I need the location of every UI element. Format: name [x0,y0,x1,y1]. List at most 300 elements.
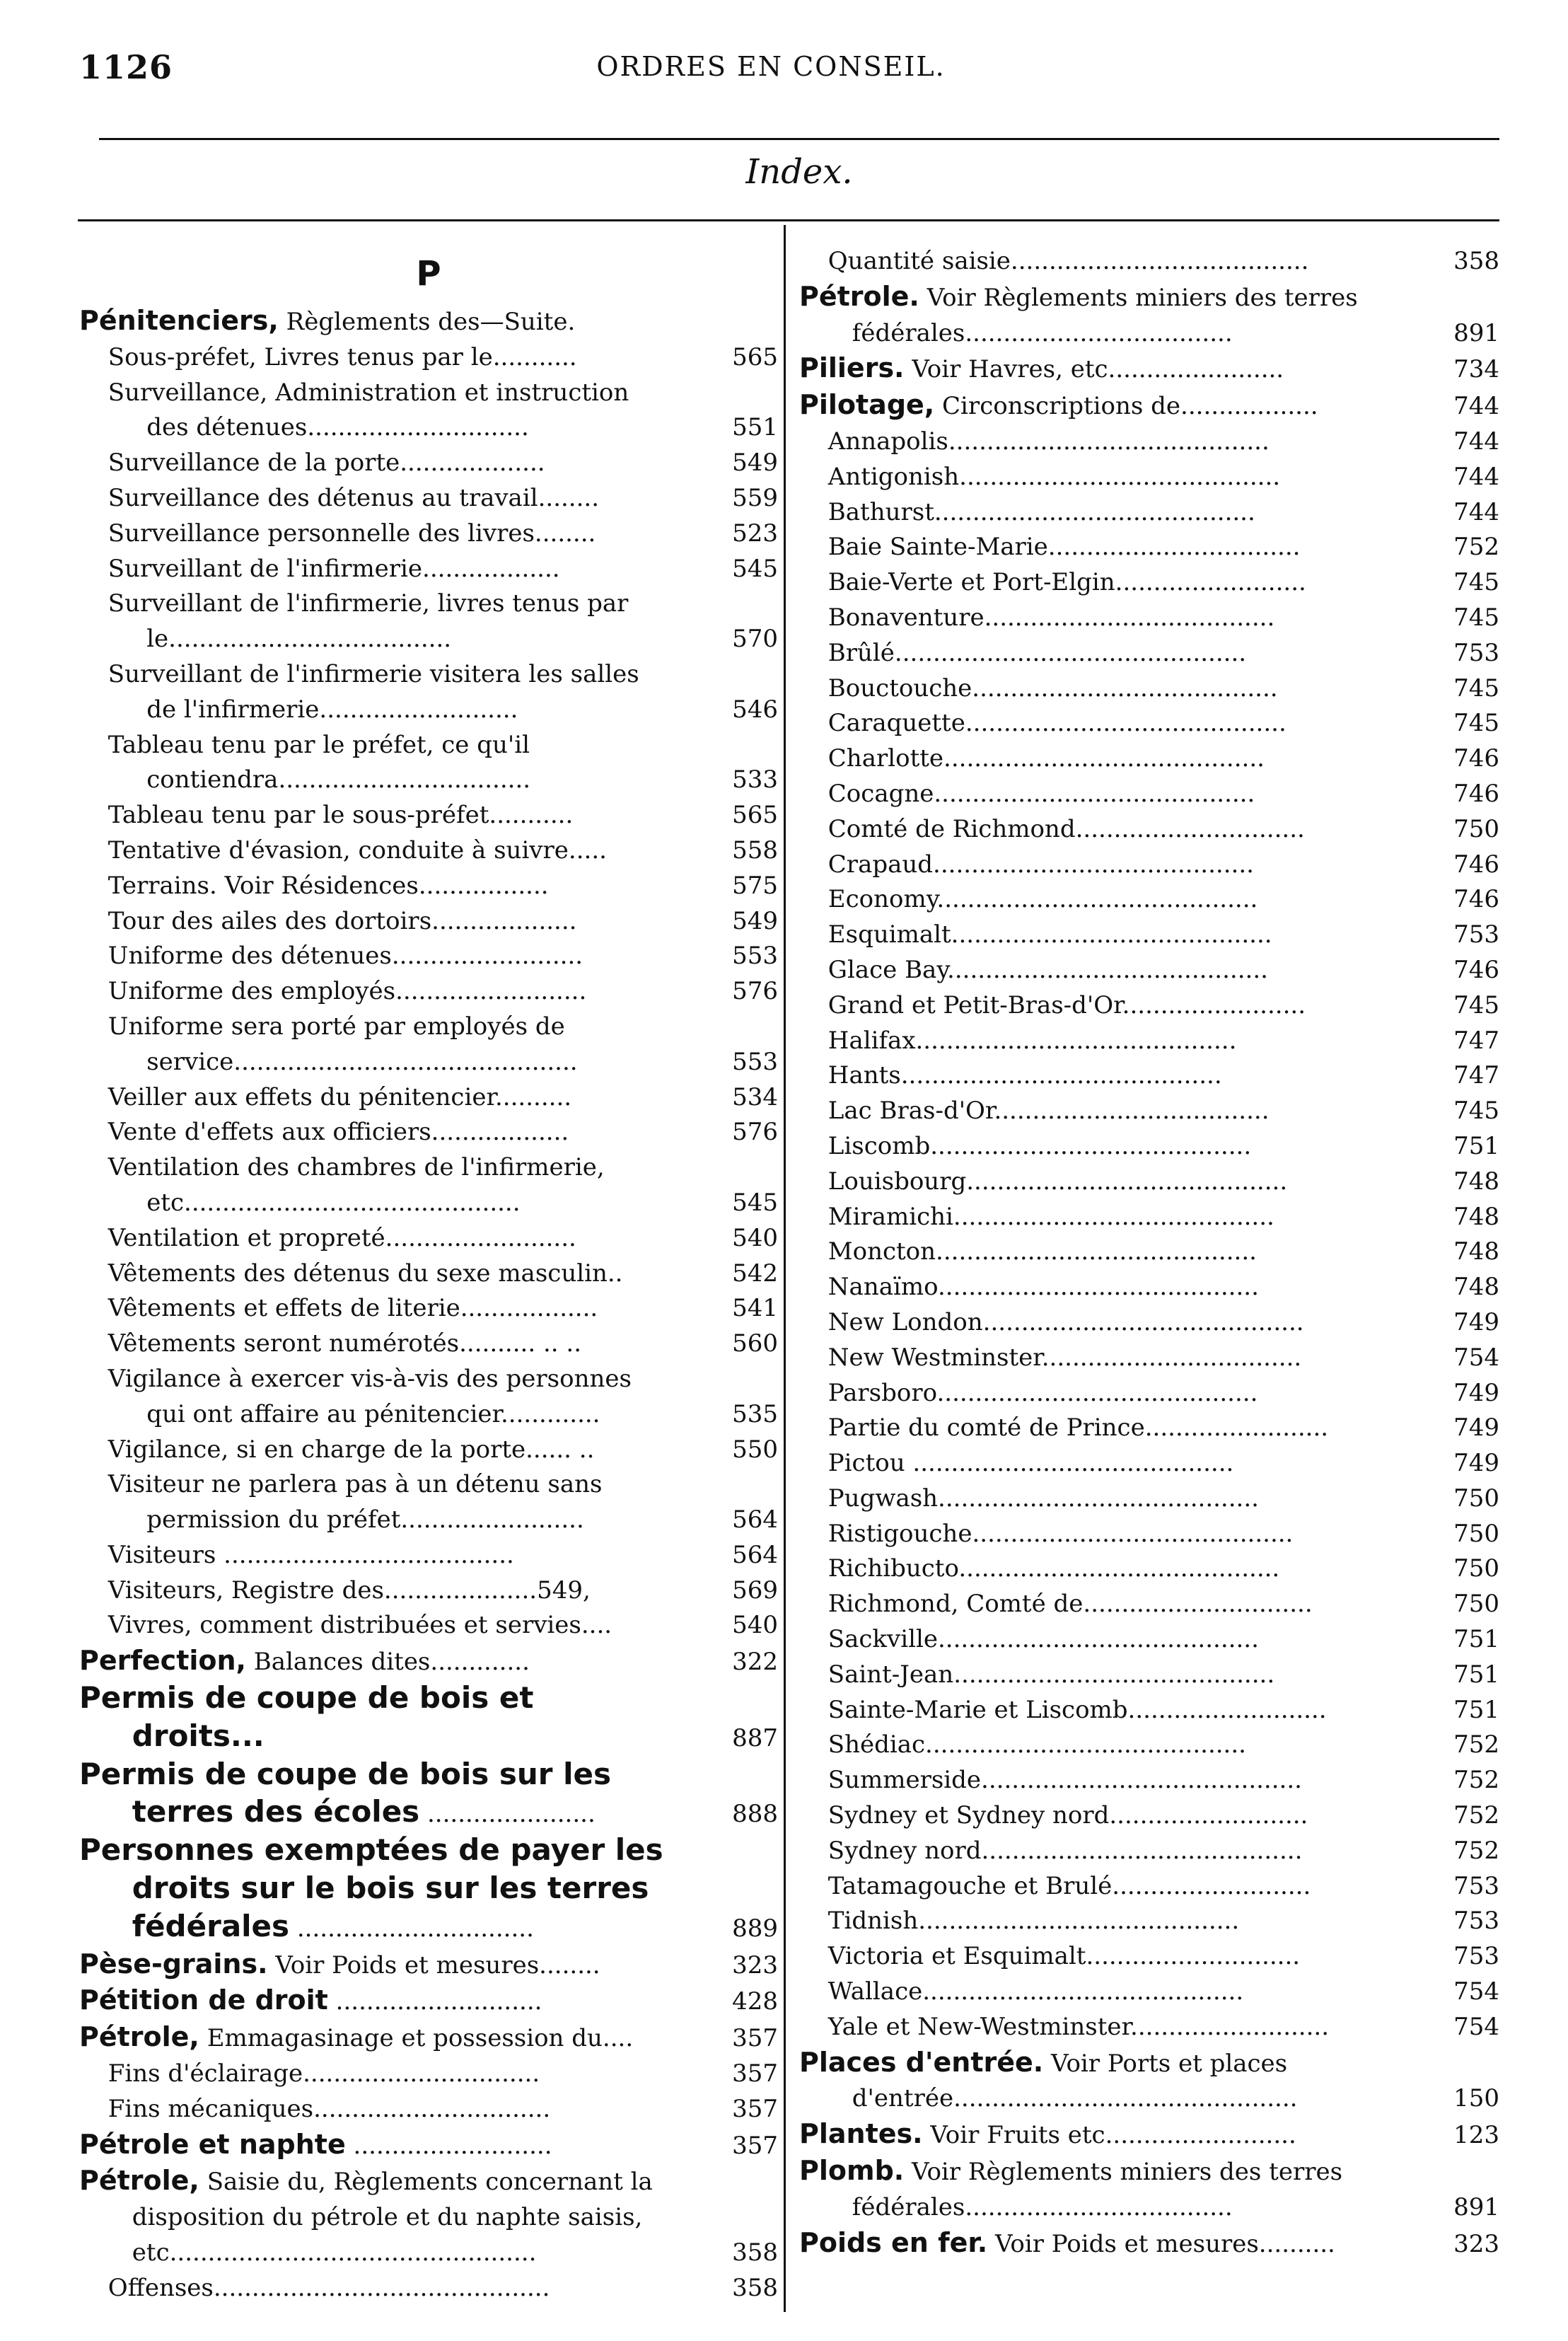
entry-page-number: 750 [1453,1554,1499,1583]
entry-heading: Pénitenciers, [79,305,279,336]
index-sub-entry [799,424,1499,460]
entry-body: Pugwash.......................................... [827,1484,1259,1513]
entry-text [79,2271,778,2306]
entry-body: Tableau tenu par le préfet, ce qu'il contiendra................................. [108,730,531,794]
left-entry-list [79,304,778,2306]
entry-page-number: 542 [732,1259,778,1288]
entry-text [799,1305,1499,1341]
entry-body: Vigilance à exercer vis-à-vis des personnes qui ont affaire au pénitencier............. [108,1364,632,1428]
entry-text [799,2226,1499,2262]
entry-text [799,2010,1499,2045]
entry-text [799,351,1499,388]
entry-page-number: 753 [1453,920,1499,949]
entry-page-number: 753 [1453,1871,1499,1900]
entry-body: Saint-Jean.......................................... [827,1660,1275,1689]
entry-body: Charlotte.......................................... [827,744,1265,773]
entry-page-number: 549 [732,449,778,478]
entry-text [79,833,778,869]
entry-text [799,1622,1499,1658]
entry-text [79,1680,778,1757]
entry-text [799,706,1499,741]
entry-page-number: 540 [732,1611,778,1640]
index-sub-entry [799,1869,1499,1904]
index-sub-entry [799,918,1499,953]
entry-body: Voir Fruits etc......................... [930,2121,1296,2150]
index-sub-entry [79,939,778,974]
entry-text [799,601,1499,636]
entry-text [799,2045,1499,2117]
entry-page-number: 751 [1453,1695,1499,1724]
entry-text [799,495,1499,531]
entry-text [79,481,778,516]
index-sub-entry [799,1376,1499,1411]
entry-heading: Pétrole, [79,2021,199,2053]
entry-page-number: 747 [1453,1061,1499,1090]
entry-body: Surveillance de la porte................... [108,449,545,478]
entry-body: Surveillance personnelle des livres........ [108,519,596,548]
index-sub-entry [799,1904,1499,1939]
index-sub-entry [799,1058,1499,1094]
running-head [42,48,1499,105]
entry-page-number: 744 [1453,497,1499,526]
index-sub-entry [799,1164,1499,1200]
entry-body: Brûlé.............................................. [827,638,1247,667]
entry-page-number: 746 [1453,779,1499,808]
entry-page-number: 323 [732,1950,778,1979]
index-sub-entry [799,706,1499,741]
entry-text [79,728,778,799]
entry-text [799,918,1499,953]
entry-body: Vivres, comment distribuées et servies.... [108,1611,612,1640]
index-sub-entry [799,1235,1499,1270]
entry-page-number: 750 [1453,1484,1499,1513]
index-sub-entry [79,869,778,904]
entry-page-number: 323 [1453,2229,1499,2258]
entry-page-number: 559 [732,483,778,512]
entry-text [799,1728,1499,1763]
entry-body: ...................... [427,1800,596,1829]
index-sub-entry [799,1587,1499,1622]
entry-body: New Westminster.................................. [827,1343,1302,1372]
entry-text [79,2092,778,2127]
entry-body: Surveillance, Administration et instruction des détenues............................. [108,378,629,442]
entry-text [799,1446,1499,1481]
entry-page-number: 734 [1453,355,1499,384]
index-letter: P [416,254,441,294]
entry-body: Vêtements des détenus du sexe masculin.. [108,1259,623,1288]
index-sub-entry [79,1433,778,1468]
entry-page-number: 889 [732,1914,778,1943]
entry-body: Ventilation des chambres de l'infirmerie, etc............................................ [108,1153,605,1217]
entry-page-number: 545 [732,1188,778,1217]
index-sub-entry [799,1693,1499,1728]
entry-body: New London.......................................... [827,1307,1304,1336]
entry-page-number: 357 [732,2059,778,2088]
entry-body: Richmond, Comté de.............................. [827,1590,1313,1619]
entry-body: Lac Bras-d'Or.................................... [827,1097,1270,1126]
entry-body: Tentative d'évasion, conduite à suivre..... [108,836,607,865]
index-sub-entry [79,1150,778,1221]
entry-text [79,974,778,1010]
index-sub-entry [799,460,1499,495]
index-sub-entry [79,586,778,657]
entry-text [799,244,1499,279]
index-sub-entry [79,1115,778,1150]
right-column [799,244,1499,2262]
entry-text [799,882,1499,918]
index-sub-entry [799,1200,1499,1235]
index-sub-entry [799,1622,1499,1658]
entry-body: Hants.......................................... [827,1061,1222,1090]
entry-text [79,2163,778,2270]
entry-heading: Piliers. [799,352,905,384]
top-rule [99,138,1499,140]
entry-text [79,586,778,657]
index-sub-entry [799,1763,1499,1798]
entry-page-number: 752 [1453,1836,1499,1865]
index-sub-entry [799,741,1499,777]
entry-body: Sydney et Sydney nord.......................... [827,1801,1308,1830]
entry-text [79,869,778,904]
index-sub-entry [79,1467,778,1538]
entry-body: Visiteur ne parlera pas à un détenu sans permission du préfet........................ [108,1470,603,1534]
entry-text [799,1834,1499,1869]
entry-text [79,1221,778,1256]
index-sub-entry [79,1080,778,1116]
index-sub-entry [799,1728,1499,1763]
entry-body: Voir Règlements miniers des terres fédérales................................... [852,2158,1343,2221]
index-sub-entry [79,2092,778,2127]
entry-heading: Pétrole et naphte [79,2128,346,2160]
entry-page-number: 749 [1453,1414,1499,1443]
entry-text [79,1256,778,1292]
entry-text [79,1433,778,1468]
entry-page-number: 357 [732,2024,778,2053]
entry-page-number: 754 [1453,1343,1499,1372]
index-sub-entry [79,1538,778,1573]
index-sub-entry [79,1221,778,1256]
entry-text [799,1376,1499,1411]
entry-body: Quantité saisie....................................... [827,247,1309,275]
entry-page-number: 891 [1453,2192,1499,2221]
entry-heading: Plantes. [799,2118,923,2150]
entry-page-number: 534 [732,1082,778,1111]
entry-body: Moncton.......................................... [827,1237,1257,1266]
entry-page-number: 558 [732,836,778,865]
entry-text [799,1270,1499,1305]
entry-body: Shédiac.......................................... [827,1730,1246,1759]
entry-page-number: 533 [732,765,778,794]
entry-heading: Pétition de droit [79,1984,328,2016]
entry-text [799,1164,1499,1200]
index-sub-entry [79,552,778,587]
entry-body: Cocagne.......................................... [827,779,1255,808]
entry-text [79,1150,778,1221]
entry-body: Sydney nord.......................................... [827,1836,1303,1865]
index-sub-entry [799,812,1499,848]
entry-body: Voir Règlements miniers des terres fédérales................................... [852,283,1358,347]
entry-page-number: 750 [1453,1519,1499,1548]
entry-body: Fins mécaniques............................... [108,2094,551,2123]
entry-body: Offenses............................................ [108,2273,550,2302]
index-sub-entry [799,1834,1499,1869]
entry-text [79,1010,778,1080]
entry-body: Surveillant de l'infirmerie, livres tenus par le..................................... [108,589,629,654]
entry-page-number: 746 [1453,850,1499,879]
entry-body: Vêtements et effets de literie.................. [108,1294,598,1323]
index-main-entry [79,2020,778,2057]
index-main-entry [79,2163,778,2270]
entry-heading: Pétrole, [79,2165,199,2197]
entry-page-number: 576 [732,1118,778,1147]
entry-body: Economy.......................................... [827,885,1258,914]
entry-page-number: 546 [732,695,778,724]
entry-heading: Permis de coupe de bois et droits... [79,1680,534,1753]
entry-text [79,516,778,552]
index-sub-entry [799,777,1499,812]
entry-text [79,2127,778,2164]
entry-page-number: 749 [1453,1378,1499,1407]
entry-page-number: 549 [732,906,778,935]
entry-heading: Places d'entrée. [799,2046,1044,2078]
entry-heading: Personnes exemptées de payer les droits sur le bois sur les terres fédérales [79,1832,663,1943]
index-sub-entry [79,1362,778,1433]
entry-page-number: 752 [1453,533,1499,562]
index-sub-entry [799,1975,1499,2010]
index-sub-entry [799,244,1499,279]
index-sub-entry [79,1573,778,1609]
entry-text [79,1643,778,1680]
entry-body: Tour des ailes des dortoirs................... [108,906,577,935]
entry-page-number: 564 [732,1540,778,1569]
entry-page-number: 751 [1453,1131,1499,1160]
index-sub-entry [799,953,1499,988]
entry-body: Halifax.......................................... [827,1026,1237,1055]
entry-text [79,657,778,728]
index-main-entry [799,279,1499,352]
entry-page-number: 565 [732,342,778,371]
index-sub-entry [79,657,778,728]
index-sub-entry [799,1798,1499,1834]
entry-body: Voir Poids et mesures........ [275,1950,600,1979]
entry-page-number: 751 [1453,1660,1499,1689]
entry-body: Pictou .......................................... [827,1449,1234,1478]
entry-body: Surveillance des détenus au travail........ [108,483,600,512]
entry-body: Surveillant de l'infirmerie visitera les salles de l'infirmerie.......................... [108,659,639,724]
entry-body: Visiteurs, Registre des....................549, [108,1576,591,1605]
entry-page-number: 754 [1453,2012,1499,2041]
index-sub-entry [799,1939,1499,1975]
index-main-entry [799,351,1499,388]
entry-text [799,1024,1499,1059]
entry-body: ........................... [335,1987,542,2016]
entry-page-number: 540 [732,1223,778,1252]
entry-body: Bonaventure...................................... [827,603,1275,632]
index-main-entry [79,1983,778,2020]
index-sub-entry [799,2010,1499,2045]
entry-page-number: 553 [732,942,778,971]
index-sub-entry [79,833,778,869]
entry-heading: Perfection, [79,1645,246,1677]
running-title: ORDRES EN CONSEIL. [596,51,946,82]
entry-body: Parsboro.......................................... [827,1378,1258,1407]
index-sub-entry [79,1256,778,1292]
entry-body: Tidnish.......................................... [827,1907,1240,1936]
entry-text [79,552,778,587]
heading-rule [78,219,1499,221]
index-main-entry [799,2226,1499,2262]
entry-page-number: 745 [1453,568,1499,597]
index-sub-entry [79,446,778,481]
index-main-entry [799,2117,1499,2154]
index-sub-entry [799,848,1499,883]
entry-body: Bathurst.......................................... [827,497,1255,526]
entry-text [799,1129,1499,1164]
entry-body: Baie-Verte et Port-Elgin......................... [827,568,1306,597]
entry-text [799,1693,1499,1728]
entry-text [799,812,1499,848]
index-sub-entry [799,1094,1499,1129]
entry-body: Yale et New-Westminster.......................... [827,2012,1330,2041]
entry-text [79,1983,778,2020]
index-sub-entry [799,882,1499,918]
entry-page-number: 748 [1453,1273,1499,1302]
entry-text [799,1481,1499,1517]
entry-body: Visiteurs ...................................... [108,1540,514,1569]
entry-text [799,1975,1499,2010]
entry-page-number: 744 [1453,462,1499,491]
entry-page-number: 553 [732,1047,778,1076]
entry-body: Emmagasinage et possession du.... [207,2024,634,2053]
entry-text [79,2057,778,2092]
entry-text [79,2020,778,2057]
entry-page-number: 541 [732,1294,778,1323]
entry-text [799,424,1499,460]
entry-page-number: 753 [1453,638,1499,667]
entry-page-number: 745 [1453,990,1499,1019]
entry-body: Antigonish.......................................... [827,462,1281,491]
index-sub-entry [79,1608,778,1643]
entry-page-number: 752 [1453,1766,1499,1795]
entry-body: Sainte-Marie et Liscomb.......................... [827,1695,1327,1724]
index-sub-entry [79,728,778,799]
entry-heading: Poids en fer. [799,2226,988,2258]
entry-text [799,1058,1499,1094]
column-divider [784,225,786,2312]
entry-body: Annapolis.......................................... [827,427,1270,456]
index-sub-entry [799,1446,1499,1481]
entry-body: Baie Sainte-Marie................................. [827,533,1301,562]
entry-body: Sackville.......................................... [827,1625,1259,1654]
entry-text [799,1587,1499,1622]
entry-text [799,388,1499,424]
entry-text [799,1904,1499,1939]
entry-page-number: 744 [1453,392,1499,421]
entry-body: Vente d'effets aux officiers.................. [108,1118,569,1147]
entry-body: Richibucto.......................................... [827,1554,1280,1583]
entry-text [799,1658,1499,1693]
index-sub-entry [79,340,778,376]
entry-body: Crapaud.......................................... [827,850,1254,879]
index-sub-entry [79,1010,778,1080]
entry-text [799,1235,1499,1270]
entry-body: Glace Bay.......................................... [827,955,1268,984]
entry-heading: Permis de coupe de bois sur les terres des écoles [79,1756,611,1830]
index-sub-entry [799,671,1499,707]
entry-body: Nanaïmo.......................................... [827,1273,1259,1302]
entry-page-number: 746 [1453,955,1499,984]
index-sub-entry [799,1551,1499,1587]
index-main-entry [79,304,778,340]
entry-page-number: 150 [1453,2084,1499,2113]
index-sub-entry [79,2057,778,2092]
entry-page-number: 358 [732,2238,778,2267]
entry-body: Uniforme des détenues......................... [108,942,583,971]
entry-heading: Pèse-grains. [79,1948,268,1979]
index-sub-entry [799,1129,1499,1164]
entry-text [79,446,778,481]
entry-text [79,1115,778,1150]
entry-text [799,1763,1499,1798]
entry-body: Uniforme des employés......................... [108,977,587,1006]
index-sub-entry [799,1270,1499,1305]
entry-text [799,988,1499,1024]
entry-text [799,777,1499,812]
entry-body: Uniforme sera porté par employés de service............................................. [108,1012,578,1076]
right-entry-list [799,244,1499,2262]
entry-heading: Pétrole. [799,280,919,312]
entry-page-number: 745 [1453,674,1499,703]
entry-body: Circonscriptions de.................. [942,392,1318,421]
entry-page-number: 750 [1453,814,1499,843]
entry-text [799,953,1499,988]
entry-page-number: 746 [1453,885,1499,914]
entry-body: Terrains. Voir Résidences................. [108,871,549,900]
entry-page-number: 745 [1453,709,1499,738]
entry-page-number: 745 [1453,603,1499,632]
entry-text [79,1538,778,1573]
index-sub-entry [79,376,778,446]
entry-page-number: 560 [732,1329,778,1358]
index-sub-entry [79,516,778,552]
entry-text [799,1094,1499,1129]
entry-body: Liscomb.......................................... [827,1131,1252,1160]
entry-body: Caraquette.......................................... [827,709,1287,738]
entry-page-number: 753 [1453,1942,1499,1971]
entry-body: Ristigouche.......................................... [827,1519,1294,1548]
entry-body: Tableau tenu par le sous-préfet........... [108,801,574,830]
index-main-entry [799,2154,1499,2226]
index-main-entry [79,1947,778,1984]
entry-page-number: 428 [732,1987,778,2016]
entry-page-number: 748 [1453,1202,1499,1231]
entry-page-number: 752 [1453,1801,1499,1830]
entry-body: Voir Poids et mesures.......... [994,2229,1335,2258]
entry-page-number: 551 [732,413,778,442]
entry-body: Règlements des—Suite. [286,308,576,336]
entry-body: .......................... [353,2131,552,2160]
entry-body: Louisbourg.......................................... [827,1167,1288,1196]
entry-text [799,848,1499,883]
entry-text [79,1757,778,1833]
entry-body: Esquimalt.......................................... [827,920,1272,949]
index-sub-entry [79,481,778,516]
entry-page-number: 357 [732,2131,778,2160]
entry-page-number: 744 [1453,427,1499,456]
index-main-entry [79,1832,778,1946]
entry-page-number: 550 [732,1435,778,1464]
entry-body: Summerside.......................................... [827,1766,1302,1795]
